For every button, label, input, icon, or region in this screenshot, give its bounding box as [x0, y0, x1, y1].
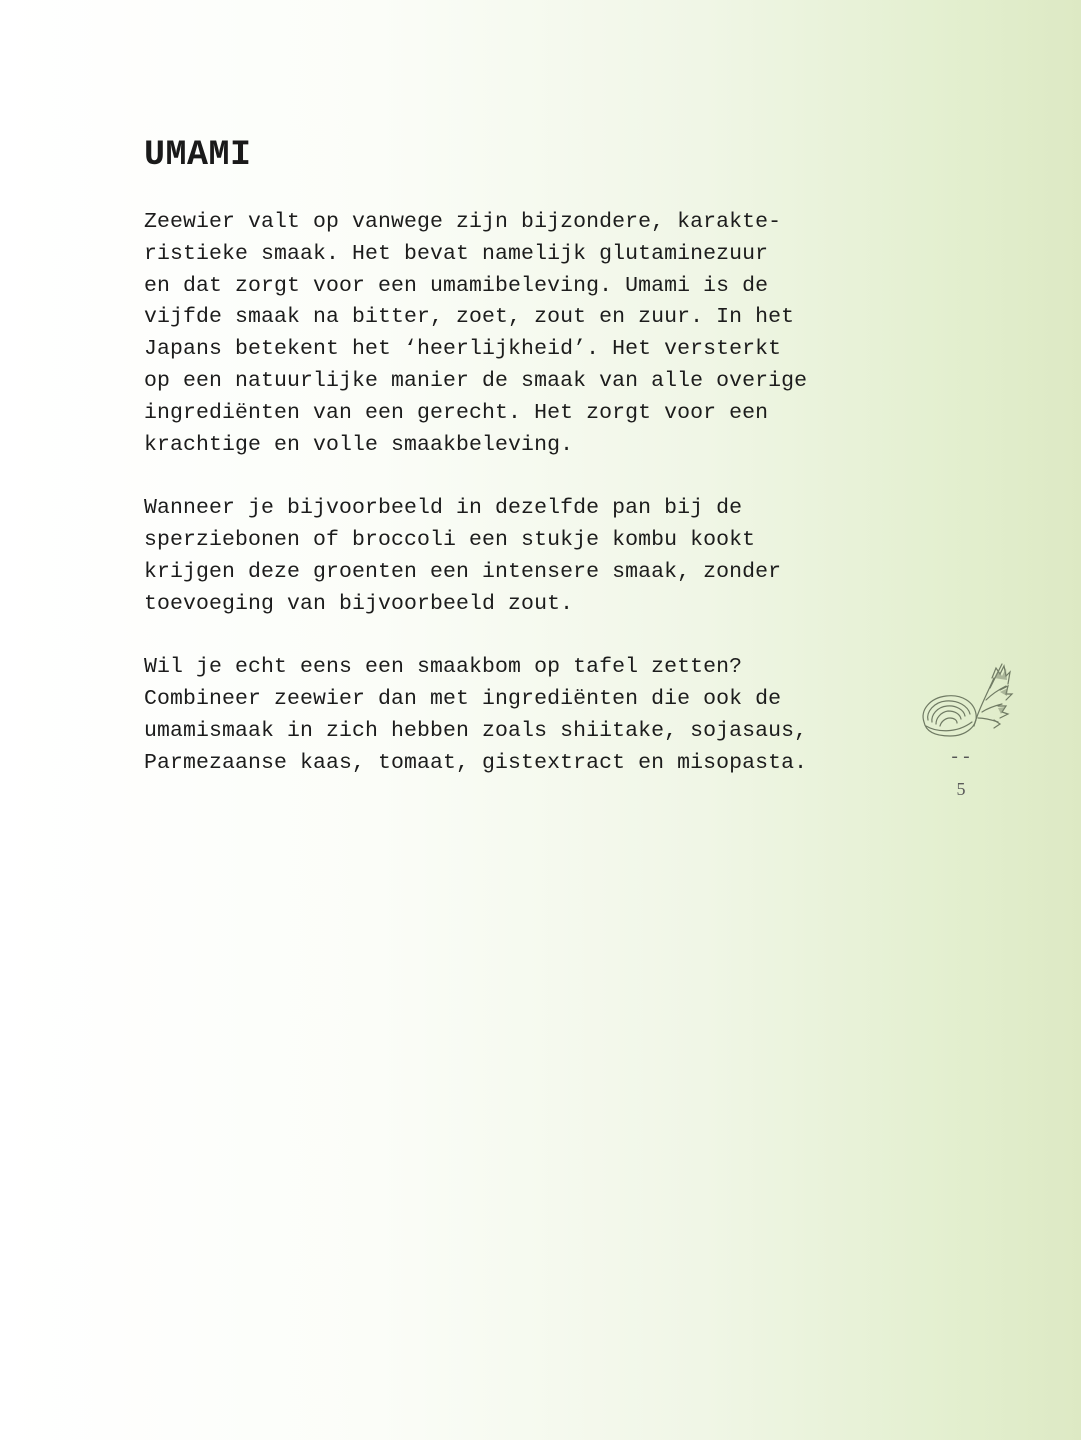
text-line: Combineer zeewier dan met ingrediënten die ook de: [144, 686, 782, 711]
text-line: en dat zorgt voor een umamibeleving. Umami is de: [144, 273, 769, 298]
page-title: UMAMI: [144, 135, 252, 175]
text-line: umamismaak in zich hebben zoals shiitake, sojasaus,: [144, 718, 808, 743]
text-line: vijfde smaak na bitter, zoet, zout en zuur. In het: [144, 305, 795, 330]
text-line: Zeewier valt op vanwege zijn bijzondere, karakte-: [144, 210, 782, 234]
text-line: ristieke smaak. Het bevat namelijk glutaminezuur: [144, 241, 769, 266]
text-line: Wil je echt eens een smaakbom op tafel zetten?: [144, 655, 743, 680]
body-text: [144, 207, 864, 811]
paragraph-1: [144, 207, 864, 461]
seaweed-illustration-icon: [912, 656, 1016, 748]
text-line: op een natuurlijke manier de smaak van alle overige: [144, 368, 808, 393]
page-number: 5: [956, 779, 966, 799]
page-number-divider: --: [949, 748, 973, 768]
text-line: Wanneer je bijvoorbeeld in dezelfde pan bij de: [144, 496, 743, 521]
text-line: krachtige en volle smaakbeleving.: [144, 432, 574, 457]
paragraph-3: [144, 652, 864, 779]
text-line: sperziebonen of broccoli een stukje kombu kookt: [144, 527, 756, 552]
paragraph-2: [144, 493, 864, 620]
text-line: Japans betekent het ‘heerlijkheid’. Het versterkt: [144, 337, 782, 362]
text-line: krijgen deze groenten een intensere smaak, zonder: [144, 559, 782, 584]
text-line: ingrediënten van een gerecht. Het zorgt voor een: [144, 400, 769, 425]
text-line: Parmezaanse kaas, tomaat, gistextract en misopasta.: [144, 750, 808, 775]
text-line: toevoeging van bijvoorbeeld zout.: [144, 591, 574, 616]
